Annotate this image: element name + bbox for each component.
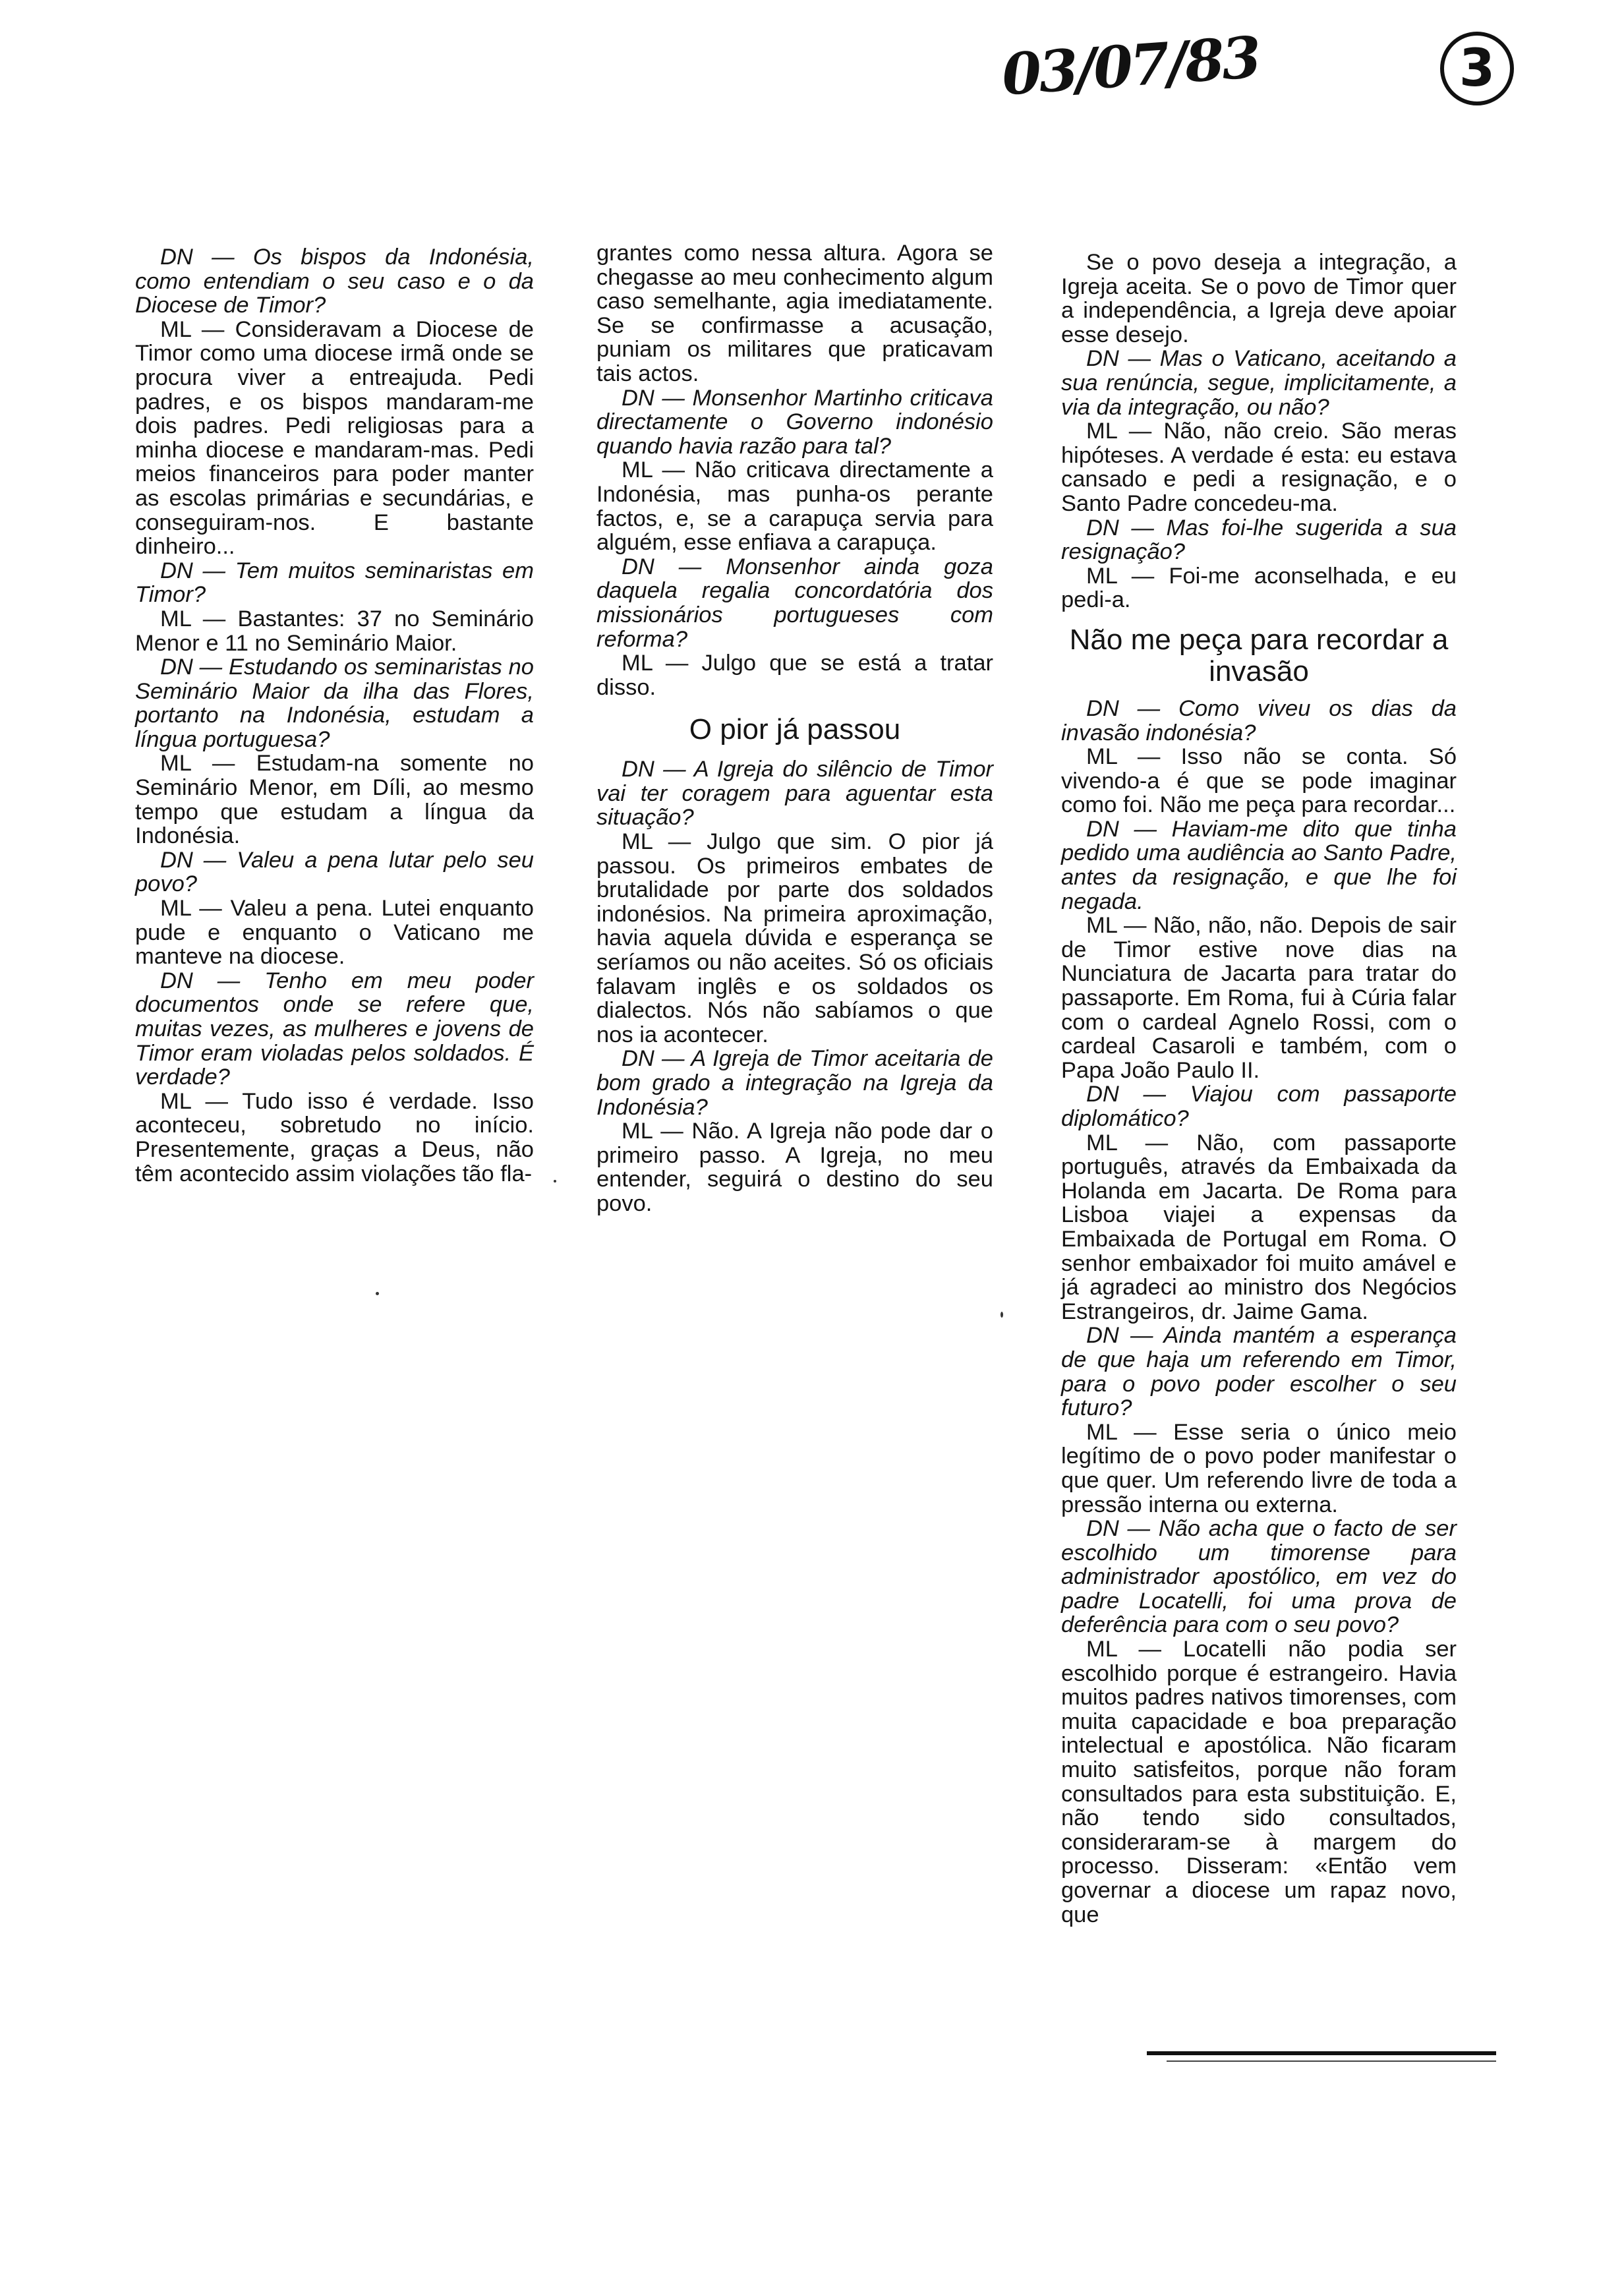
- question: DN — A Igreja do silêncio de Timor vai ter coragem para aguentar esta situação?: [596, 757, 993, 831]
- scan-speck: [554, 1180, 556, 1183]
- question: DN — Os bispos da Indonésia, como entendiam o seu caso e o da Diocese de Timor?: [135, 245, 534, 318]
- answer: ML — Tudo isso é verdade. Isso aconteceu, sobretudo no início. Presentemente, graças a Deus, não têm acontecido assim violações tão fla-: [135, 1088, 534, 1186]
- question: DN — Ainda mantém a esperança de que haja um referendo em Timor, para o povo poder escolher o seu futuro?: [1061, 1323, 1457, 1421]
- answer: ML — Não. A Igreja não pode dar o primeiro passo. A Igreja, no meu entender, seguirá o destino do seu povo.: [596, 1119, 993, 1216]
- answer: ML — Não, com passaporte português, através da Embaixada da Holanda em Jacarta. De Roma para Lisboa viajei a expensas da Embaixada de Portugal em Roma. O senhor embaixador foi muito amável e já agradeci ao ministro dos Negócios Estrangeiros, dr. Jaime Gama.: [1061, 1130, 1457, 1324]
- question: DN — Valeu a pena lutar pelo seu povo?: [135, 847, 534, 897]
- answer: ML — Bastantes: 37 no Seminário Menor e 11 no Seminário Maior.: [135, 606, 534, 656]
- answer: ML — Esse seria o único meio legítimo de o povo poder manifestar o que quer. Um referendo livre de toda a pressão interna ou externa.: [1061, 1419, 1457, 1517]
- section-subheading: O pior já passou: [689, 713, 901, 746]
- question: DN — Tenho em meu poder documentos onde se refere que, muitas vezes, as mulheres e jovens de Timor eram violadas pelos soldados. É verdade?: [135, 968, 534, 1090]
- article-column-1: [135, 245, 534, 1186]
- question: DN — Estudando os seminaristas no Seminário Maior da ilha das Flores, portanto na Indonésia, estudam a língua portuguesa?: [135, 655, 534, 752]
- handwritten-page-number: 3: [1440, 32, 1514, 105]
- clipping-edge-rule: [1147, 2051, 1496, 2055]
- question: DN — Monsenhor Martinho criticava directamente o Governo indonésio quando havia razão para tal?: [596, 385, 993, 459]
- question: DN — Viajou com passaporte diplomático?: [1061, 1082, 1457, 1131]
- question: DN — Como viveu os dias da invasão indonésia?: [1061, 695, 1457, 745]
- clipping-edge-rule-thin: [1167, 2060, 1496, 2062]
- article-column-3: [1061, 250, 1457, 1927]
- question: DN — Monsenhor ainda goza daquela regalia concordatória dos missionários portugueses com reforma?: [596, 554, 993, 652]
- answer: ML — Não, não, não. Depois de sair de Timor estive nove dias na Nunciatura de Jacarta para tratar do passaporte. Em Roma, fui à Cúria falar com o cardeal Agnelo Rossi, com o cardeal Casaroli e também, com o Papa João Paulo II.: [1061, 913, 1457, 1083]
- question: DN — A Igreja de Timor aceitaria de bom grado a integração na Igreja da Indonésia?: [596, 1046, 993, 1120]
- answer: ML — Julgo que sim. O pior já passou. Os primeiros embates de brutalidade por parte dos soldados indonésios. Na primeira aproximação, havia aquela dúvida e esperança se seríamos ou não aceites. Só os oficiais falavam inglês e os soldados os dialectos. Nós não sabíamos o que nos ia acontecer.: [596, 829, 993, 1047]
- question: DN — Mas o Vaticano, aceitando a sua renúncia, segue, implicitamente, a via da integração, ou não?: [1061, 346, 1457, 420]
- answer: ML — Julgo que se está a tratar disso.: [596, 651, 993, 700]
- article-column-2: [596, 241, 993, 1216]
- section-subheading: Não me peça para recordar a invasão: [1069, 623, 1449, 687]
- handwritten-date: 03/07/83: [999, 24, 1261, 109]
- scan-speck: [1000, 1312, 1003, 1318]
- question: DN — Tem muitos seminaristas em Timor?: [135, 558, 534, 608]
- question: DN — Haviam-me dito que tinha pedido uma audiência ao Santo Padre, antes da resignação, e que lhe foi negada.: [1061, 816, 1457, 914]
- answer: ML — Estudam-na somente no Seminário Menor, em Díli, ao mesmo tempo que estudam a língua da Indonésia.: [135, 751, 534, 849]
- answer: ML — Valeu a pena. Lutei enquanto pude e enquanto o Vaticano me manteve na diocese.: [135, 896, 534, 970]
- answer: ML — Foi-me aconselhada, e eu pedi-a.: [1061, 563, 1457, 613]
- answer-continued: Se o povo deseja a integração, a Igreja aceita. Se o povo de Timor quer a independência, a Igreja deve apoiar esse desejo.: [1061, 250, 1457, 347]
- answer: ML — Não, não creio. São meras hipóteses. A verdade é esta: eu estava cansado e pedi a resignação, e o Santo Padre concedeu-ma.: [1061, 419, 1457, 516]
- question: DN — Mas foi-lhe sugerida a sua resignação?: [1061, 515, 1457, 565]
- answer-continued: grantes como nessa altura. Agora se chegasse ao meu conhecimento algum caso semelhante, agia imediatamente. Se se confirmasse a acusação, puniam os militares que praticavam tais actos.: [596, 241, 993, 386]
- scan-speck: [376, 1292, 379, 1295]
- answer: ML — Consideravam a Diocese de Timor como uma diocese irmã onde se procura viver a entreajuda. Pedi padres, e os bispos mandaram-me dois padres. Pedi religiosas para a minha diocese e mandaram-mas. Pedi meios financeiros para poder manter as escolas primárias e secundárias, e conseguiram-nos. E bastante dinheiro...: [135, 316, 534, 560]
- question: DN — Não acha que o facto de ser escolhido um timorense para administrador apostólico, em vez do padre Locatelli, foi uma prova de deferência para com o seu povo?: [1061, 1516, 1457, 1638]
- answer: ML — Não criticava directamente a Indonésia, mas punha-os perante factos, e, se a carapuça servia para alguém, esse enfiava a carapuça.: [596, 457, 993, 556]
- answer: ML — Isso não se conta. Só vivendo-a é que se pode imaginar como foi. Não me peça para recordar...: [1061, 744, 1457, 818]
- answer: ML — Locatelli não podia ser escolhido porque é estrangeiro. Havia muitos padres nativos timorenses, com muita capacidade e boa preparação intelectual e apostólica. Não ficaram muito satisfeitos, porque não foram consultados para esta substituição. E, não tendo sido consultados, consideraram-se à margem do processo. Disseram: «Então vem governar a diocese um rapaz novo, que: [1061, 1637, 1457, 1927]
